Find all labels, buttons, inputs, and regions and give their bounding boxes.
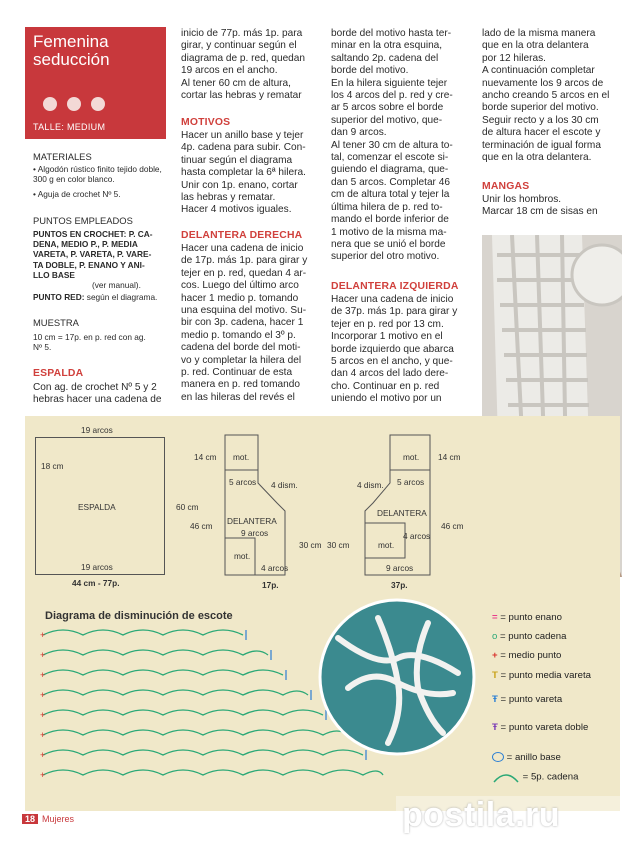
diagram-title: Diagrama de disminución de escote [45, 610, 233, 622]
legend-punto-vareta-doble [492, 722, 588, 733]
derecha-width: 17p. [262, 580, 279, 590]
legend-5p-cadena [492, 770, 578, 784]
izquierda-mot2: mot. [378, 540, 395, 550]
legend-punto-enano [492, 612, 562, 623]
espalda-width: 44 cm - 77p. [72, 578, 120, 588]
svg-text:+: + [40, 710, 46, 720]
legend-punto-vareta [492, 694, 562, 705]
izquierda-label: DELANTERA [377, 508, 427, 518]
izquierda-height: 30 cm [327, 540, 350, 550]
delantera-izquierda-heading: DELANTERA IZQUIERDA [331, 281, 459, 292]
derecha-mot: mot. [233, 452, 250, 462]
motivos-text: Hacer un anillo base y tejer 4p. cadena para subir. Con- tinuar según el diagrama hasta completar la 6ª hilera. Unir con 1p. enano, cortar las hebras y rematar. Hacer 4 motivos iguales. [181, 130, 306, 216]
legend-label: = punto vareta doble [500, 722, 589, 733]
legend-label: = 5p. cadena [522, 771, 579, 783]
legend-label: = medio punto [500, 650, 562, 661]
legend-label: = anillo base [506, 752, 561, 763]
motivos-heading: MOTIVOS [181, 117, 231, 128]
punto-vareta-icon: Ŧ [492, 694, 498, 705]
svg-text:+: + [40, 750, 46, 760]
legend-punto-media-vareta [492, 670, 591, 681]
delantera-izquierda-text: Hacer una cadena de inicio de 37p. más 1p. para girar y tejer en p. red por 13 cm. Incorporar 1 motivo en el borde izquierdo que abarca 5 arcos en el ancho, y que- dan 4 arcos del lado dere- cho. Continuar en p. red uniendo el motivo por un [331, 294, 458, 405]
materiales-heading: MATERIALES [33, 151, 92, 162]
delantera-derecha-heading: DELANTERA DERECHA [181, 230, 303, 241]
title-box [25, 27, 166, 139]
espalda-bottom-arcs: 19 arcos [81, 562, 113, 572]
punto-vareta-doble-icon: Ŧ [492, 722, 498, 733]
izquierda-side: 46 cm [441, 521, 464, 531]
watermark-text: postila.ru [402, 796, 561, 834]
mangas-heading: MANGAS [482, 181, 530, 192]
puntos-crochet: PUNTOS EN CROCHET: P. CA- DENA, MEDIO P., P. MEDIA VARETA, P. VARETA, P. VARE- TA DOBLE, P. ENANO Y ANI- LLO BASE [33, 229, 153, 280]
espalda-text: Con ag. de crochet Nº 5 y 2 hebras hacer una cadena de [33, 382, 162, 406]
legend-label: = punto media vareta [500, 670, 591, 681]
svg-text:+: + [40, 690, 46, 700]
stitch-closeup-photo [318, 598, 476, 756]
derecha-side: 46 cm [190, 521, 213, 531]
derecha-schematic [215, 433, 305, 581]
izquierda-arcos9: 9 arcos [386, 563, 414, 573]
izquierda-dism: 4 dism. [357, 480, 384, 490]
yarn-ball-icon [91, 97, 105, 111]
svg-text:+: + [40, 770, 46, 780]
legend-label: = punto vareta [500, 694, 563, 705]
materiales-item-text: Algodón rústico finito tejido doble, 300 g en color blanco. [33, 164, 162, 185]
derecha-arcos5: 5 arcos [229, 477, 257, 487]
legend-medio-punto [492, 650, 561, 661]
mangas-text: Unir los hombros. Marcar 18 cm de sisas en [482, 194, 598, 218]
medio-punto-icon: + [492, 650, 498, 661]
espalda-label: ESPALDA [78, 502, 116, 512]
espalda-top-arcs: 19 arcos [81, 425, 113, 435]
punto-red [33, 292, 178, 302]
punto-red-label: PUNTO RED: [33, 292, 85, 302]
izquierda-width: 37p. [391, 580, 408, 590]
muestra-heading: MUESTRA [33, 317, 79, 328]
page-number: 18 [22, 814, 38, 824]
svg-text:+: + [40, 650, 46, 660]
svg-text:+: + [40, 730, 46, 740]
magazine-name: Mujeres [42, 814, 75, 824]
izquierda-arcos4: 4 arcos [403, 531, 431, 541]
espalda-side-cm: 18 cm [41, 461, 64, 471]
puntos-crochet-note: (ver manual). [92, 280, 141, 290]
legend-label: = punto cadena [500, 631, 567, 642]
col4-intro: lado de la misma manera que en la otra delantera por 12 hileras. A continuación completar nuevamente los 9 arcos de ancho creando 5 arcos en el borde superior del motivo. Seguir recto y a los 30 cm de altura hacer el escote y terminación de igual forma que en la otra delantera. [482, 28, 610, 164]
izquierda-schematic [355, 433, 445, 581]
materiales-item-text: Aguja de crochet Nº 5. [37, 189, 121, 199]
punto-enano-icon: = [492, 612, 498, 623]
izquierda-top-cm: 14 cm [438, 452, 461, 462]
izquierda-mot: mot. [403, 452, 420, 462]
legend-punto-cadena [492, 631, 566, 642]
page-title: Femenina seducción [33, 32, 110, 69]
derecha-arcos9: 9 arcos [241, 528, 269, 538]
punto-cadena-icon: o [492, 631, 498, 642]
derecha-top-cm: 14 cm [194, 452, 217, 462]
delantera-derecha-text: Hacer una cadena de inicio de 17p. más 1p. para girar y tejer en p. red, quedan 4 ar- cos. Luego del último arco hacer 1 medio p. tomando una esquina del motivo. Su- bir con 3p. cadena, hacer 1 medio p. tomando el 3º p. cadena del borde del moti- vo y completar la hilera del p. red. Continuar de esta manera en p. red tomando en las hileras del revés el [181, 243, 308, 403]
footer [22, 814, 74, 824]
svg-text:+: + [40, 630, 46, 640]
puntos-heading: PUNTOS EMPLEADOS [33, 215, 133, 226]
espalda-height: 60 cm [176, 502, 199, 512]
punto-media-vareta-icon: T [492, 670, 498, 681]
materiales-item-1: • Algodón rústico finito tejido doble, 300 g en color blanco. [33, 164, 162, 185]
cadena-arc-icon [492, 770, 520, 784]
legend-anillo-base [492, 752, 561, 763]
svg-text:+: + [40, 670, 46, 680]
derecha-mot2: mot. [234, 551, 251, 561]
espalda-heading: ESPALDA [33, 368, 84, 379]
derecha-dism: 4 dism. [271, 480, 298, 490]
yarn-ball-icon [67, 97, 81, 111]
col3-intro: borde del motivo hasta ter- minar en la otra esquina, saltando 2p. cadena del borde del motivo. En la hilera siguiente tejer los 4 arcos del p. red y cre- ar 5 arcos sobre el borde superior del motivo, que- dan 9 arcos. Al tener 30 cm de altura to- tal, comenzar el escote si- guiendo el diagrama, que- dan 5 arcos. Completar 46 cm de altura total y tejer la última hilera de p. red to- mando el borde inferior de 1 motivo de la misma ma- nera que se unió el borde superior del otro motivo. [331, 28, 453, 263]
anillo-base-icon [492, 752, 504, 762]
materiales-item-2: • Aguja de crochet Nº 5. [33, 189, 121, 199]
derecha-label: DELANTERA [227, 516, 277, 526]
yarn-ball-icon [43, 97, 57, 111]
derecha-height: 30 cm [299, 540, 322, 550]
derecha-arcos4: 4 arcos [261, 563, 289, 573]
izquierda-arcos5: 5 arcos [397, 477, 425, 487]
legend-label: = punto enano [500, 612, 562, 623]
punto-red-text: según el diagrama. [86, 292, 158, 302]
size-label: TALLE: MEDIUM [33, 122, 106, 132]
muestra-text: 10 cm = 17p. en p. red con ag. Nº 5. [33, 332, 146, 353]
col2-intro: inicio de 77p. más 1p. para girar, y continuar según el diagrama de p. red, quedan 19 arcos en el ancho. Al tener 60 cm de altura, cortar las hebras y rematar [181, 28, 306, 102]
